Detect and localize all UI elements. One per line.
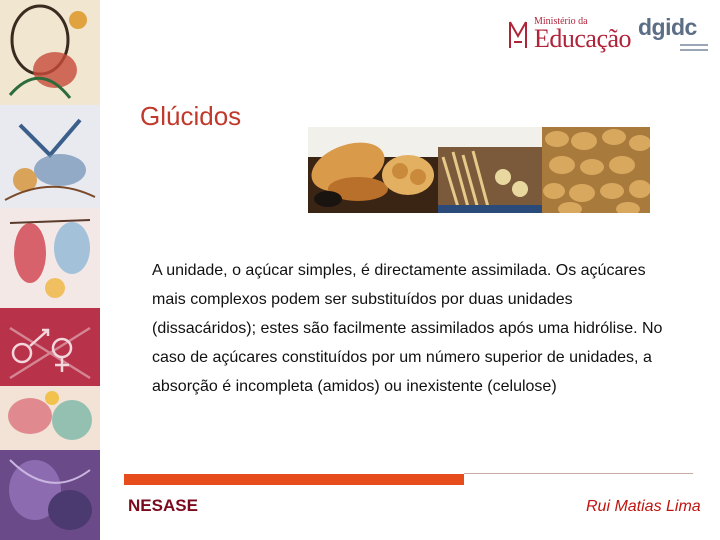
- ministry-mark-icon: [506, 18, 530, 52]
- footer-organization: NESASE: [128, 496, 198, 515]
- slide-title: Glúcidos: [140, 101, 242, 131]
- bread-pasta-photo: [308, 127, 542, 213]
- slide-body-text: A unidade, o açúcar simples, é directamente assimilada. Os açúcares mais complexos podem ser substituídos por duas unidades (dissacáridos); estes são facilmente assimilados após uma hidrólise. No caso de açúcares constituídos por um número superior de unidades, a absorção é incompleta (amidos) ou inexistente (celulose): [152, 262, 663, 395]
- dgidc-tagline-line: [680, 49, 708, 51]
- footer-accent-bar: [124, 474, 464, 485]
- ministry-big-text: Educação: [534, 24, 632, 53]
- dgidc-logo: [636, 14, 712, 56]
- decor-tile-1: [0, 0, 100, 106]
- dgidc-wordmark: dgidc: [638, 14, 697, 40]
- footer-divider-line: [464, 473, 693, 474]
- dgidc-tagline-line: [680, 44, 708, 46]
- decor-tile-5: [0, 386, 100, 451]
- decor-tile-2: [0, 105, 100, 209]
- ministerio-educacao-logo: [506, 14, 632, 56]
- potatoes-photo: [542, 127, 650, 213]
- footer-author: Rui Matias Lima: [586, 498, 701, 515]
- decor-tile-3: [0, 208, 100, 309]
- ministry-small-text: Ministério da: [534, 16, 588, 27]
- decorative-side-strip: [0, 0, 100, 540]
- decor-tile-6: [0, 450, 100, 540]
- decor-tile-4: [0, 308, 100, 387]
